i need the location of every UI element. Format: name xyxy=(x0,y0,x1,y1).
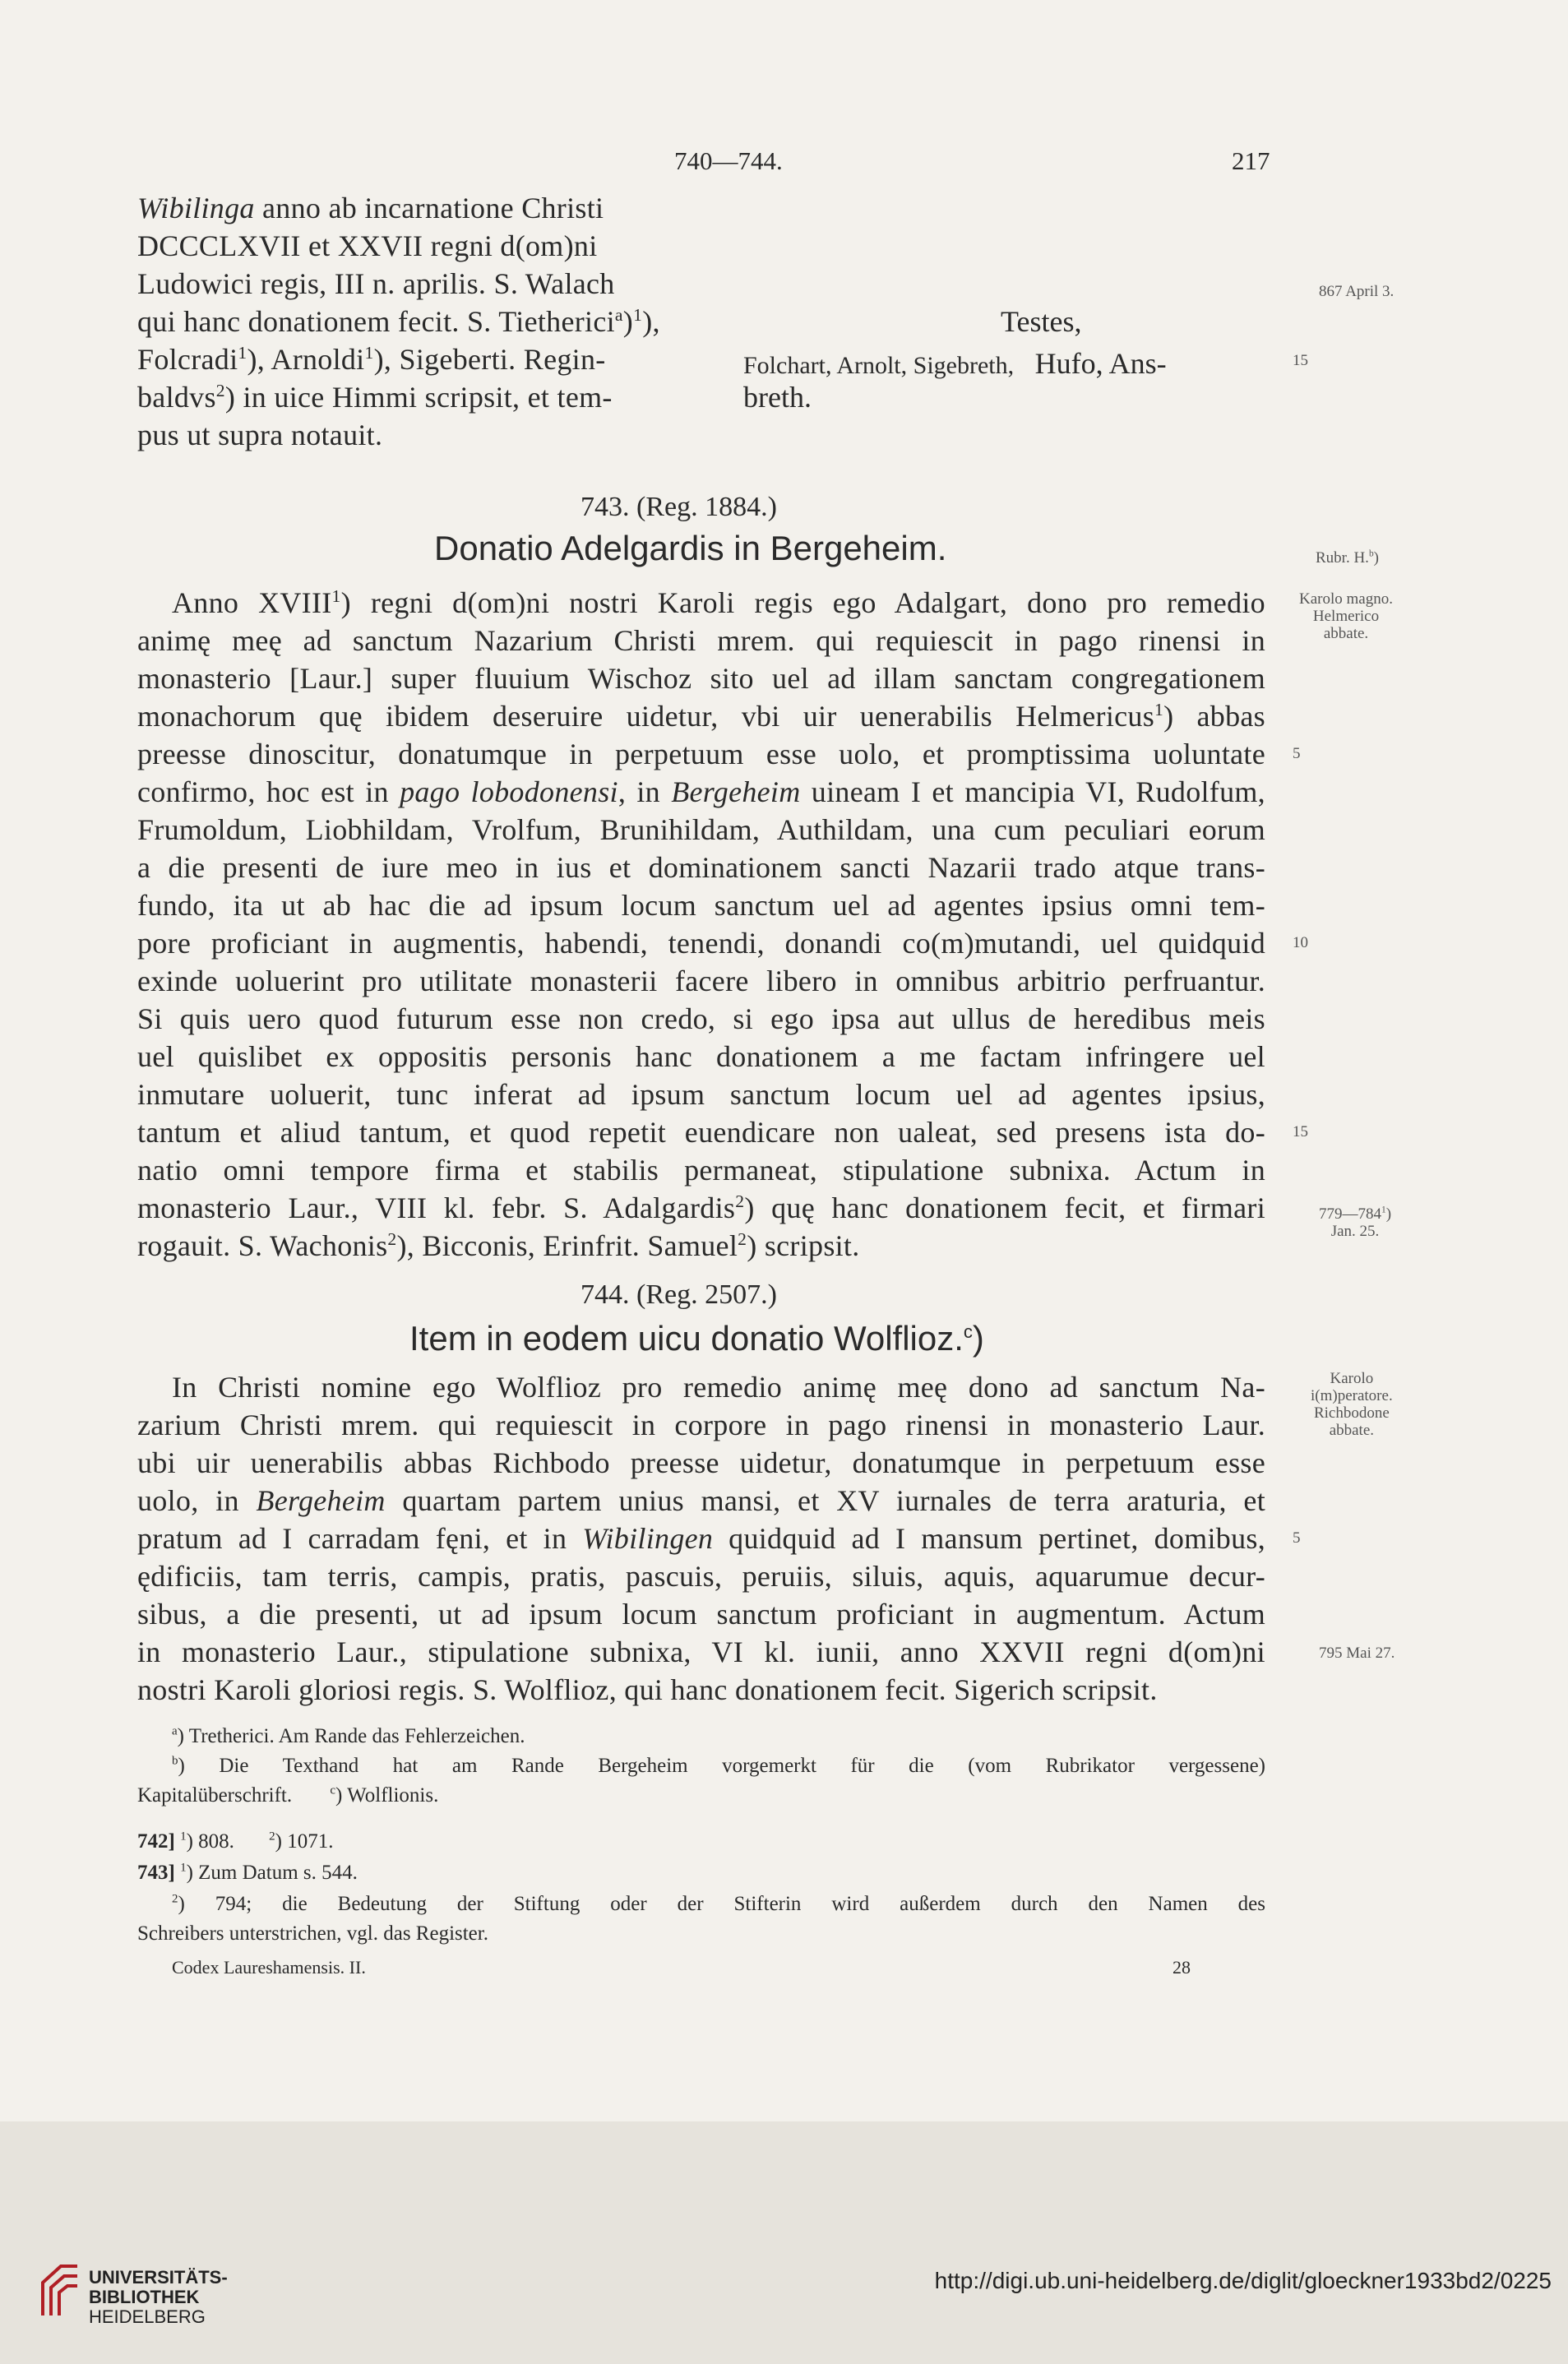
footnote-b-2: Kapitalüberschrift. $^c$) Wolflionis. xyxy=(137,1783,439,1807)
margin-date-743: $779—784^1$) Jan. 25. xyxy=(1319,1205,1392,1240)
charter-743-reg: 743. (Reg. 1884.) xyxy=(580,492,777,522)
footnote-743-1: 743] $^1$) Zum Datum s. 544. xyxy=(137,1861,358,1884)
c743-line-16: natio omni tempore firma et stabilis permaneat, stipulatione subnixa. Actum in xyxy=(137,1154,1265,1187)
line-number-5b: 5 xyxy=(1293,1529,1301,1547)
rubr-note: Rubr. H.$^b$) xyxy=(1316,548,1379,567)
c743-line-2: animę meę ad sanctum Nazarium Christi mrem. qui requiescit in pago rinensi in xyxy=(137,624,1265,657)
library-logo-icon xyxy=(38,2261,82,2319)
c743-line-9: fundo, ita ut ab hac die ad ipsum locum sanctum uel ad agentes ipsius omni tem- xyxy=(137,889,1265,922)
c743-line-10: pore proficiant in augmentis, habendi, tenendi, donandi co(m)mutandi, uel quidquid xyxy=(137,927,1265,960)
c743-line-8: a die presenti de iure meo in ius et dominationem sancti Nazarii trado atque trans- xyxy=(137,851,1265,884)
c743-line-5: preesse dinoscitur, donatumque in perpetuum esse uolo, et promptissima uoluntate xyxy=(137,738,1265,770)
c743-line-4: monachorum quę ibidem deseruire uidetur, vbi uir uenerabilis Helmericus$^1$) abbas xyxy=(137,700,1265,733)
witnesses-2: breth. xyxy=(743,381,812,414)
page-number: 217 xyxy=(1232,146,1270,175)
c744-line-8: in monasterio Laur., stipulatione subnixa, VI kl. iunii, anno XXVII regni d(om)ni xyxy=(137,1635,1265,1668)
footnote-743-2b: Schreibers unterstrichen, vgl. das Register. xyxy=(137,1922,488,1945)
footnote-a: $^a$) Tretherici. Am Rande das Fehlerzeichen. xyxy=(172,1724,525,1747)
c744-line-3: ubi uir uenerabilis abbas Richbodo preesse uidetur, donatumque in perpetuum esse xyxy=(137,1446,1265,1479)
library-footer xyxy=(0,2121,1568,2364)
place-name: Wibilinga xyxy=(137,192,255,224)
prev-line-2: DCCCLXVII et XXVII regni d(om)ni xyxy=(137,229,598,262)
margin-king-744: Karolo i(m)peratore. Richbodone abbate. xyxy=(1311,1370,1393,1439)
line-number-15b: 15 xyxy=(1293,1123,1308,1140)
source-url-link[interactable]: http://digi.ub.uni-heidelberg.de/diglit/gloeckner1933bd2/0225 xyxy=(934,2268,1552,2293)
c744-line-4: uolo, in Bergeheim quartam partem unius mansi, et XV iurnales de terra araturia, et xyxy=(137,1484,1265,1517)
prev-line-6: baldvs$^2$) in uice Himmi scripsit, et tem- xyxy=(137,381,613,414)
library-name-3: HEIDELBERG xyxy=(89,2306,206,2327)
c743-line-13: uel quislibet ex oppositis personis hanc donationem a me factam infringere uel xyxy=(137,1040,1265,1073)
footnote-742: 742] $^1$) 808. $^2$) 1071. xyxy=(137,1830,334,1853)
c744-line-9: nostri Karoli gloriosi regis. S. Wolflioz, qui hanc donationem fecit. Sigerich scripsit. xyxy=(137,1673,1158,1706)
footnote-743-2a: $^2$) 794; die Bedeutung der Stiftung oder der Stifterin wird außerdem durch den Namen des xyxy=(172,1892,1265,1915)
c743-line-1: Anno XVIII$^1$) regni d(om)ni nostri Karoli regis ego Adalgart, dono pro remedio xyxy=(172,586,1265,619)
prev-line-3: Ludowici regis, III n. aprilis. S. Walach xyxy=(137,267,615,300)
line-number-10: 10 xyxy=(1293,934,1308,951)
margin-date-742: 867 April 3. xyxy=(1319,283,1395,300)
c743-line-7: Frumoldum, Liobhildam, Vrolfum, Brunihildam, Authildam, una cum peculiari eorum xyxy=(137,813,1265,846)
prev-line-4: qui hanc donationem fecit. S. Tietherici$^a$)$^1$), xyxy=(137,305,660,338)
page-range: 740—744. xyxy=(674,146,783,175)
c743-line-3: monasterio [Laur.] super fluuium Wischoz sito uel ad illam sanctam congregationem xyxy=(137,662,1265,695)
witnesses-1: Folchart, Arnolt, Sigebreth, Hufo, Ans- xyxy=(743,347,1167,380)
line-number-15: 15 xyxy=(1293,352,1308,369)
testes-label: Testes, xyxy=(1001,305,1082,338)
c743-line-14: inmutare uoluerit, tunc inferat ad ipsum sanctum locum uel ad agentes ipsius, xyxy=(137,1078,1265,1111)
c743-line-12: Si quis uero quod futurum esse non credo, si ego ipsa aut ullus de heredibus meis xyxy=(137,1002,1265,1035)
line-number-5: 5 xyxy=(1293,745,1301,762)
c744-line-5: pratum ad I carradam fęni, et in Wibilingen quidquid ad I mansum pertinet, domibus, xyxy=(137,1522,1265,1555)
c744-line-2: zarium Christi mrem. qui requiescit in corpore in pago rinensi in monasterio Laur. xyxy=(137,1409,1265,1441)
charter-743-title: Donatio Adelgardis in Bergeheim. xyxy=(434,529,947,567)
prev-line-1: Wibilinga anno ab incarnatione Christi xyxy=(137,192,604,224)
c744-line-7: sibus, a die presenti, ut ad ipsum locum sanctum proficiant in augmentum. Actum xyxy=(137,1598,1265,1631)
c743-line-15: tantum et aliud tantum, et quod repetit euendicare non ualeat, sed presens ista do- xyxy=(137,1116,1265,1149)
prev-line-7: pus ut supra notauit. xyxy=(137,419,383,451)
charter-744-reg: 744. (Reg. 2507.) xyxy=(580,1279,777,1310)
library-name-1: UNIVERSITÄTS- xyxy=(89,2267,228,2288)
margin-king-743: Karolo magno. Helmerico abbate. xyxy=(1299,590,1393,642)
c743-line-11: exinde uoluerint pro utilitate monasterii facere libero in omnibus arbitrio perfruantur. xyxy=(137,965,1265,997)
sheet-signature: 28 xyxy=(1173,1957,1191,1978)
margin-date-744: 795 Mai 27. xyxy=(1319,1645,1395,1662)
prev-line-5: Folcradi$^1$), Arnoldi$^1$), Sigeberti. Regin- xyxy=(137,343,606,376)
c743-line-6: confirmo, hoc est in pago lobodonensi, in Bergeheim uineam I et mancipia VI, Rudolfum, xyxy=(137,775,1265,808)
c743-line-17: monasterio Laur., VIII kl. febr. S. Adalgardis$^2$) quę hanc donationem fecit, et firmari xyxy=(137,1191,1265,1224)
library-name-2: BIBLIOTHEK xyxy=(89,2287,200,2307)
footnote-b-1: $^b$) Die Texthand hat am Rande Bergeheim vorgemerkt für die (vom Rubrikator vergessene) xyxy=(172,1754,1265,1777)
c744-line-1: In Christi nomine ego Wolflioz pro remedio animę meę dono ad sanctum Na- xyxy=(172,1371,1265,1404)
charter-744-title: Item in eodem uicu donatio Wolflioz.$^c$) xyxy=(409,1319,984,1358)
codex-title: Codex Laureshamensis. II. xyxy=(172,1957,366,1978)
c743-line-18: rogauit. S. Wachonis$^2$), Bicconis, Erinfrit. Samuel$^2$) scripsit. xyxy=(137,1229,860,1262)
c744-line-6: ędificiis, tam terris, campis, pratis, pascuis, peruiis, siluis, aquis, aquarumue decur- xyxy=(137,1560,1265,1593)
